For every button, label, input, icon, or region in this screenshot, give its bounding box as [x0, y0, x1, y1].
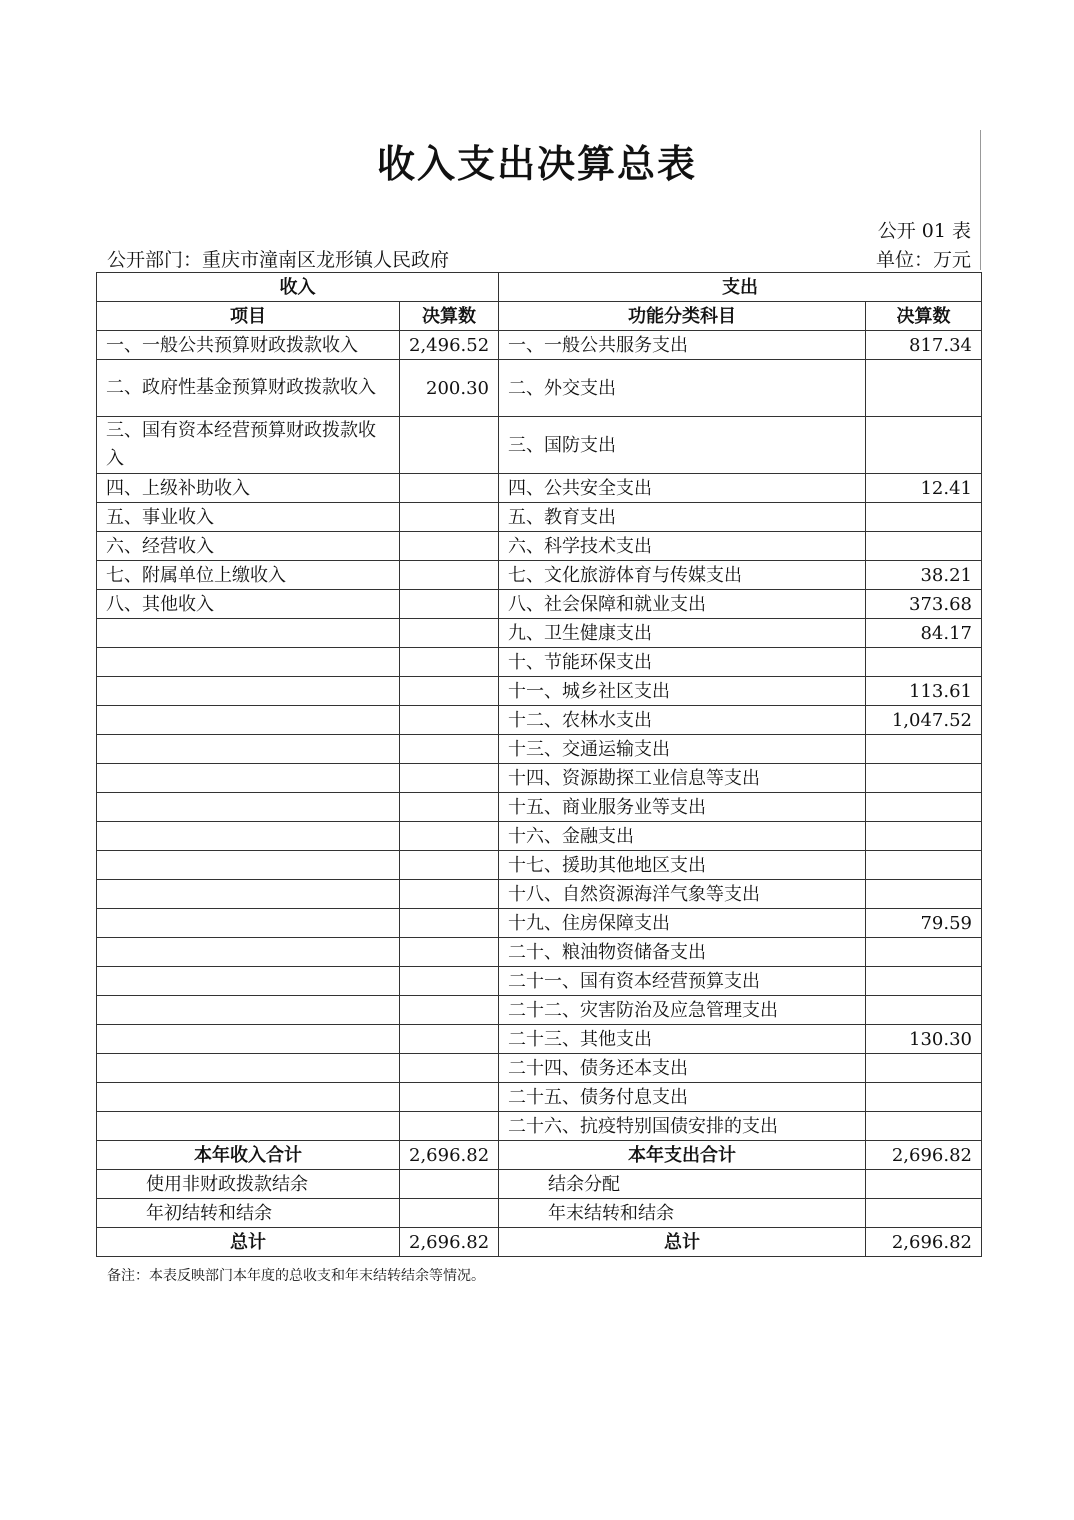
income-item: [97, 619, 400, 648]
income-amount: [400, 851, 499, 880]
income-amount: [400, 532, 499, 561]
expense-item: 二、外交支出: [499, 360, 866, 417]
expense-item: 八、社会保障和就业支出: [499, 590, 866, 619]
income-item: [97, 793, 400, 822]
income-item: 五、事业收入: [97, 503, 400, 532]
income-item: [97, 938, 400, 967]
table-row: [97, 851, 982, 880]
expense-amount: [866, 793, 982, 822]
table-row: [97, 619, 982, 648]
income-amount: [400, 1112, 499, 1141]
income-amount: [400, 503, 499, 532]
table-row: [97, 822, 982, 851]
table-row: [97, 360, 982, 417]
year-expense-total-amount: 2,696.82: [866, 1141, 982, 1170]
income-item: [97, 967, 400, 996]
expense-amount: 38.21: [866, 561, 982, 590]
income-amount-header: 决算数: [400, 302, 499, 331]
footnote: 备注：本表反映部门本年度的总收支和年末结转结余等情况。: [107, 1268, 485, 1284]
year-expense-total-label: 本年支出合计: [499, 1141, 866, 1170]
expense-item: 十五、商业服务业等支出: [499, 793, 866, 822]
income-item: 二、政府性基金预算财政拨款收入: [97, 360, 400, 417]
balance-row: [97, 1199, 982, 1228]
grand-total-row: [97, 1228, 982, 1257]
expense-amount: 1,047.52: [866, 706, 982, 735]
expense-amount: 113.61: [866, 677, 982, 706]
income-item: 六、经营收入: [97, 532, 400, 561]
expense-amount: 817.34: [866, 331, 982, 360]
income-amount: [400, 996, 499, 1025]
income-amount: [400, 909, 499, 938]
expense-amount: [866, 764, 982, 793]
expense-grand-total-label: 总计: [499, 1228, 866, 1257]
table-row: [97, 880, 982, 909]
expense-header: 支出: [499, 273, 982, 302]
expense-amount: [866, 1054, 982, 1083]
income-amount: [400, 1025, 499, 1054]
year-income-total-label: 本年收入合计: [97, 1141, 400, 1170]
expense-amount: [866, 735, 982, 764]
income-amount: 200.30: [400, 360, 499, 417]
income-item: [97, 677, 400, 706]
expense-amount: [866, 360, 982, 417]
income-item: 七、附属单位上缴收入: [97, 561, 400, 590]
expense-item: 一、一般公共服务支出: [499, 331, 866, 360]
income-amount: [400, 1054, 499, 1083]
income-amount: [400, 793, 499, 822]
expense-item: 七、文化旅游体育与传媒支出: [499, 561, 866, 590]
table-row: [97, 503, 982, 532]
expense-item: 二十六、抗疫特别国债安排的支出: [499, 1112, 866, 1141]
table-row: [97, 648, 982, 677]
nonfiscal-balance-label: 使用非财政拨款结余: [97, 1170, 400, 1199]
income-item: [97, 909, 400, 938]
balance-row: [97, 1170, 982, 1199]
table-number: 公开 01 表: [877, 220, 971, 242]
surplus-distribution-amount: [866, 1170, 982, 1199]
expense-item: 二十四、债务还本支出: [499, 1054, 866, 1083]
expense-amount: 84.17: [866, 619, 982, 648]
expense-amount: [866, 417, 982, 474]
income-amount: [400, 474, 499, 503]
income-amount: [400, 822, 499, 851]
income-item-header: 项目: [97, 302, 400, 331]
income-item: [97, 706, 400, 735]
income-amount: [400, 619, 499, 648]
begin-balance-amount: [400, 1199, 499, 1228]
table-row: [97, 677, 982, 706]
table-row: [97, 532, 982, 561]
expense-amount: [866, 1112, 982, 1141]
expense-amount-header: 决算数: [866, 302, 982, 331]
expense-item: 二十二、灾害防治及应急管理支出: [499, 996, 866, 1025]
expense-amount: [866, 880, 982, 909]
table-row: [97, 909, 982, 938]
income-item: [97, 851, 400, 880]
income-amount: [400, 880, 499, 909]
table-row: [97, 417, 982, 474]
table-row: [97, 1112, 982, 1141]
expense-item: 九、卫生健康支出: [499, 619, 866, 648]
income-amount: [400, 677, 499, 706]
income-amount: [400, 938, 499, 967]
nonfiscal-balance-amount: [400, 1170, 499, 1199]
expense-amount: 130.30: [866, 1025, 982, 1054]
income-amount: [400, 590, 499, 619]
end-balance-label: 年末结转和结余: [499, 1199, 866, 1228]
income-grand-total-label: 总计: [97, 1228, 400, 1257]
expense-item: 十三、交通运输支出: [499, 735, 866, 764]
income-item: [97, 1025, 400, 1054]
expense-amount: [866, 532, 982, 561]
income-expense-table: [96, 272, 982, 1257]
expense-item: 十七、援助其他地区支出: [499, 851, 866, 880]
expense-item: 二十、粮油物资储备支出: [499, 938, 866, 967]
income-item: [97, 1083, 400, 1112]
income-item: [97, 764, 400, 793]
expense-item: 十、节能环保支出: [499, 648, 866, 677]
expense-item: 二十五、债务付息支出: [499, 1083, 866, 1112]
year-total-row: [97, 1141, 982, 1170]
income-item: 一、一般公共预算财政拨款收入: [97, 331, 400, 360]
table-row: [97, 590, 982, 619]
expense-item: 二十三、其他支出: [499, 1025, 866, 1054]
expense-amount: [866, 967, 982, 996]
table-row: [97, 967, 982, 996]
expense-item: 二十一、国有资本经营预算支出: [499, 967, 866, 996]
income-grand-total-amount: 2,696.82: [400, 1228, 499, 1257]
expense-amount: [866, 503, 982, 532]
income-item: [97, 996, 400, 1025]
income-amount: [400, 764, 499, 793]
surplus-distribution-label: 结余分配: [499, 1170, 866, 1199]
expense-amount: 79.59: [866, 909, 982, 938]
expense-item: 十四、资源勘探工业信息等支出: [499, 764, 866, 793]
expense-item: 十六、金融支出: [499, 822, 866, 851]
expense-item: 五、教育支出: [499, 503, 866, 532]
income-item: [97, 880, 400, 909]
table-row: [97, 474, 982, 503]
page-title: 收入支出决算总表: [376, 142, 697, 186]
table-row: [97, 735, 982, 764]
income-amount: [400, 561, 499, 590]
table-row: [97, 331, 982, 360]
income-amount: [400, 648, 499, 677]
income-amount: 2,496.52: [400, 331, 499, 360]
expense-item: 六、科学技术支出: [499, 532, 866, 561]
table-row: [97, 706, 982, 735]
end-balance-amount: [866, 1199, 982, 1228]
income-amount: [400, 735, 499, 764]
income-item: 八、其他收入: [97, 590, 400, 619]
table-row: [97, 1083, 982, 1112]
table-row: [97, 793, 982, 822]
table-row: [97, 1025, 982, 1054]
income-item: [97, 648, 400, 677]
table-row: [97, 996, 982, 1025]
income-amount: [400, 706, 499, 735]
header-row-groups: [97, 273, 982, 302]
expense-item: 十九、住房保障支出: [499, 909, 866, 938]
income-amount: [400, 417, 499, 474]
table-row: [97, 938, 982, 967]
expense-amount: [866, 1083, 982, 1112]
department-label: 公开部门：重庆市潼南区龙形镇人民政府: [107, 249, 450, 271]
expense-amount: 12.41: [866, 474, 982, 503]
table-row: [97, 1054, 982, 1083]
expense-item: 四、公共安全支出: [499, 474, 866, 503]
expense-item: 十八、自然资源海洋气象等支出: [499, 880, 866, 909]
header-row-columns: [97, 302, 982, 331]
income-item: [97, 1112, 400, 1141]
income-item: [97, 1054, 400, 1083]
table-row: [97, 764, 982, 793]
expense-item: 三、国防支出: [499, 417, 866, 474]
expense-amount: [866, 648, 982, 677]
income-amount: [400, 1083, 499, 1112]
year-income-total-amount: 2,696.82: [400, 1141, 499, 1170]
expense-amount: [866, 851, 982, 880]
income-item: [97, 735, 400, 764]
income-item: [97, 822, 400, 851]
begin-balance-label: 年初结转和结余: [97, 1199, 400, 1228]
expense-grand-total-amount: 2,696.82: [866, 1228, 982, 1257]
income-header: 收入: [97, 273, 499, 302]
expense-amount: 373.68: [866, 590, 982, 619]
expense-item-header: 功能分类科目: [499, 302, 866, 331]
income-item: 三、国有资本经营预算财政拨款收入: [97, 417, 400, 474]
unit-label: 单位：万元: [875, 249, 971, 271]
expense-amount: [866, 938, 982, 967]
income-item: 四、上级补助收入: [97, 474, 400, 503]
expense-item: 十一、城乡社区支出: [499, 677, 866, 706]
expense-amount: [866, 996, 982, 1025]
income-amount: [400, 967, 499, 996]
expense-item: 十二、农林水支出: [499, 706, 866, 735]
expense-amount: [866, 822, 982, 851]
table-row: [97, 561, 982, 590]
